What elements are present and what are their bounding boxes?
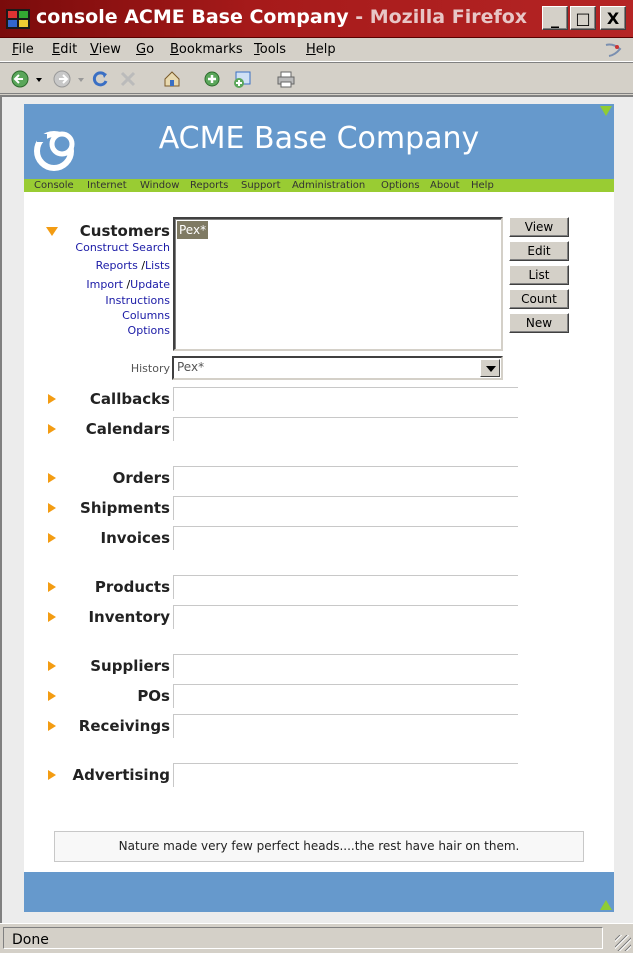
menu-bar	[0, 38, 633, 62]
status-bar	[0, 923, 633, 953]
window-title-main: console ACME Base Company	[36, 6, 349, 28]
nav-administration[interactable]: Administration	[292, 180, 366, 191]
minimize-icon: _	[551, 8, 559, 28]
new-window-icon[interactable]	[232, 69, 252, 89]
nav-about[interactable]: About	[430, 180, 460, 191]
orders-panel	[173, 466, 518, 490]
home-icon[interactable]	[162, 69, 182, 89]
chevron-down-icon[interactable]	[480, 359, 500, 377]
inventory-label[interactable]: Inventory	[88, 608, 170, 626]
quote-box: Nature made very few perfect heads....the rest have hair on them.	[54, 831, 584, 862]
navigation-toolbar	[0, 62, 633, 94]
callbacks-label[interactable]: Callbacks	[89, 390, 170, 408]
customers-search-listbox[interactable]	[173, 217, 503, 351]
import-link[interactable]: Import	[86, 278, 123, 291]
menu-help[interactable]: Help	[306, 42, 336, 57]
advertising-panel	[173, 763, 518, 787]
main-nav	[24, 179, 614, 192]
nav-support[interactable]: Support	[241, 180, 281, 191]
maximize-icon: □	[575, 8, 591, 28]
customers-expanded-icon[interactable]	[46, 227, 58, 236]
stop-icon[interactable]	[118, 69, 138, 89]
calendars-label[interactable]: Calendars	[85, 420, 170, 438]
callbacks-expand-icon[interactable]	[48, 394, 56, 404]
menu-tools[interactable]: Tools	[254, 42, 287, 57]
products-panel	[173, 575, 518, 599]
firefox-app-icon	[6, 9, 30, 29]
reports-lists-links	[96, 259, 170, 272]
instructions-link[interactable]: Instructions	[105, 294, 170, 307]
forward-icon[interactable]	[52, 69, 72, 89]
back-dropdown-icon[interactable]	[34, 69, 44, 89]
print-icon[interactable]	[276, 69, 296, 89]
reload-icon[interactable]	[90, 69, 110, 89]
shipments-expand-icon[interactable]	[48, 503, 56, 513]
invoices-label[interactable]: Invoices	[100, 529, 170, 547]
window-title	[36, 6, 527, 28]
invoices-panel	[173, 526, 518, 550]
suppliers-expand-icon[interactable]	[48, 661, 56, 671]
lists-link[interactable]: Lists	[145, 259, 170, 272]
history-label: History	[130, 362, 170, 375]
options-link[interactable]: Options	[127, 324, 170, 337]
calendars-expand-icon[interactable]	[48, 424, 56, 434]
receivings-panel	[173, 714, 518, 738]
status-text: Done	[12, 932, 49, 948]
pos-panel	[173, 684, 518, 708]
window-title-suffix: - Mozilla Firefox	[348, 6, 528, 28]
new-tab-icon[interactable]	[202, 69, 222, 89]
menu-edit[interactable]: Edit	[52, 42, 78, 57]
nav-console[interactable]: Console	[34, 180, 74, 191]
collapse-header-icon[interactable]	[600, 106, 612, 116]
link-separator: /	[126, 278, 131, 291]
customers-label[interactable]: Customers	[79, 222, 170, 240]
update-link[interactable]: Update	[130, 278, 170, 291]
history-value: Pex*	[177, 360, 205, 374]
browser-content-area	[0, 95, 633, 923]
count-button[interactable]: Count	[509, 289, 569, 309]
minimize-button[interactable]	[542, 6, 568, 30]
site-title: ACME Base Company	[158, 121, 480, 156]
receivings-label[interactable]: Receivings	[78, 717, 170, 735]
shipments-panel	[173, 496, 518, 520]
reports-link[interactable]: Reports	[95, 259, 138, 272]
history-select[interactable]	[172, 356, 503, 380]
orders-label[interactable]: Orders	[112, 469, 170, 487]
receivings-expand-icon[interactable]	[48, 721, 56, 731]
edit-button[interactable]: Edit	[509, 241, 569, 261]
close-window-button[interactable]	[600, 6, 626, 30]
advertising-label[interactable]: Advertising	[72, 766, 170, 784]
nav-reports[interactable]: Reports	[190, 180, 229, 191]
close-icon: X	[606, 8, 620, 28]
view-button[interactable]: View	[509, 217, 569, 237]
resize-grip-icon[interactable]	[615, 935, 631, 951]
suppliers-panel	[173, 654, 518, 678]
link-separator: /	[141, 259, 146, 272]
callbacks-panel	[173, 387, 518, 411]
collapse-footer-icon[interactable]	[600, 900, 612, 910]
back-icon[interactable]	[10, 69, 30, 89]
forward-dropdown-icon[interactable]	[76, 69, 86, 89]
site-footer	[24, 872, 614, 912]
products-expand-icon[interactable]	[48, 582, 56, 592]
shipments-label[interactable]: Shipments	[80, 499, 170, 517]
orders-expand-icon[interactable]	[48, 473, 56, 483]
throbber-icon	[603, 41, 623, 59]
status-panel	[3, 927, 603, 949]
new-button[interactable]: New	[509, 313, 569, 333]
window-titlebar[interactable]	[0, 0, 633, 38]
nav-options[interactable]: Options	[381, 180, 420, 191]
products-label[interactable]: Products	[94, 578, 170, 596]
inventory-expand-icon[interactable]	[48, 612, 56, 622]
menu-bookmarks[interactable]: Bookmarks	[170, 42, 243, 57]
list-button[interactable]: List	[509, 265, 569, 285]
inventory-panel	[173, 605, 518, 629]
suppliers-label[interactable]: Suppliers	[90, 657, 170, 675]
menu-file[interactable]: File	[12, 42, 34, 57]
advertising-expand-icon[interactable]	[48, 770, 56, 780]
construct-search-link[interactable]: Construct Search	[75, 241, 170, 254]
columns-link[interactable]: Columns	[122, 309, 170, 322]
page	[24, 104, 614, 912]
invoices-expand-icon[interactable]	[48, 533, 56, 543]
list-item-selected[interactable]: Pex*	[179, 223, 207, 237]
pos-label[interactable]: POs	[137, 687, 170, 705]
import-update-links	[86, 278, 170, 291]
menu-go[interactable]: Go	[136, 42, 155, 57]
nav-help[interactable]: Help	[471, 180, 494, 191]
site-header	[24, 104, 614, 179]
maximize-button[interactable]	[570, 6, 596, 30]
calendars-panel	[173, 417, 518, 441]
pos-expand-icon[interactable]	[48, 691, 56, 701]
menu-view[interactable]: View	[90, 42, 121, 57]
nav-internet[interactable]: Internet	[87, 180, 127, 191]
nav-window[interactable]: Window	[140, 180, 180, 191]
